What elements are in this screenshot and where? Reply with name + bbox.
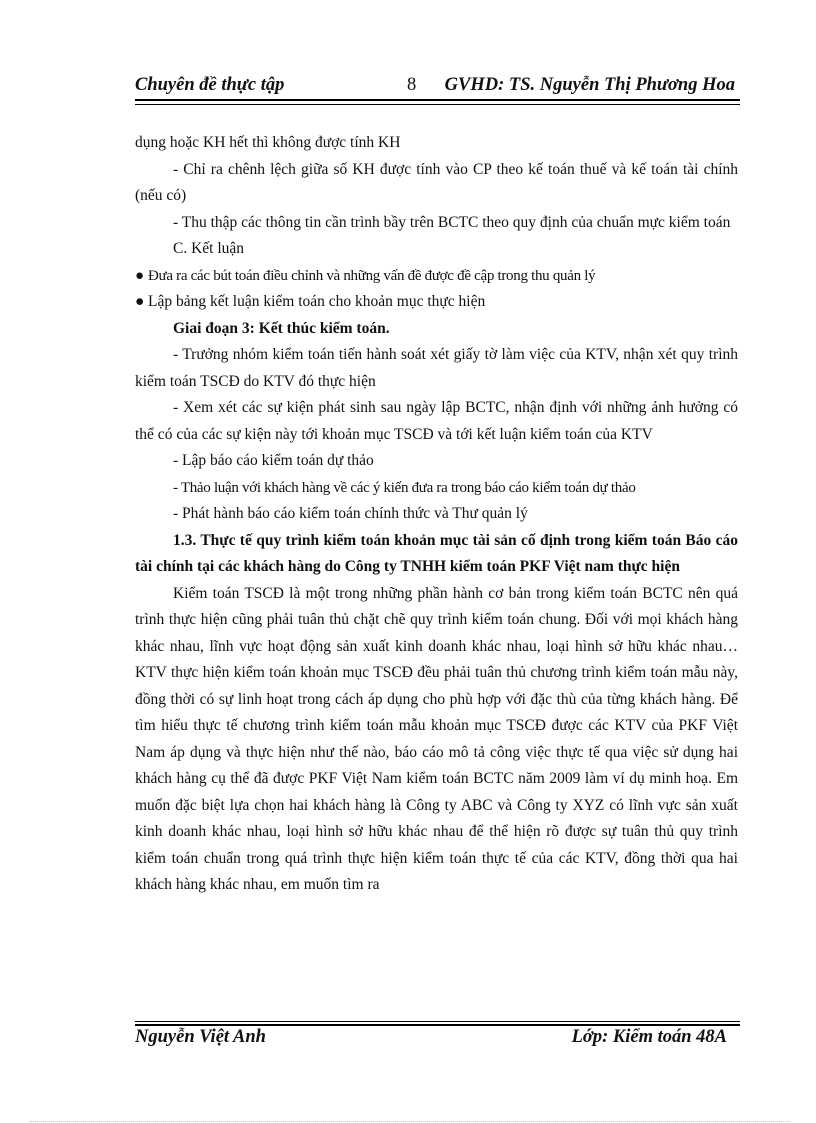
footer-class: Lớp: Kiểm toán 48A — [571, 1027, 727, 1047]
paragraph: - Xem xét các sự kiện phát sinh sau ngày lập BCTC, nhận định với những ảnh hưởng có thể có của các sự kiện này tới khoản mục TSCĐ và tới kết luận kiểm toán của KTV — [135, 399, 738, 443]
bullet-text: Lập bảng kết luận kiểm toán cho khoản mục thực hiện — [148, 293, 486, 310]
paragraph: - Thảo luận với khách hàng về các ý kiến đưa ra trong báo cáo kiểm toán dự thảo — [173, 479, 636, 496]
header-supervisor: GVHD: TS. Nguyễn Thị Phương Hoa — [444, 75, 735, 95]
paragraph: - Phát hành báo cáo kiểm toán chính thức và Thư quản lý — [173, 505, 528, 522]
header-title: Chuyên đề thực tập — [135, 75, 285, 95]
footer-rule-thin — [135, 1021, 740, 1022]
bullet-item — [135, 263, 738, 290]
bullet-text: Đưa ra các bút toán điều chỉnh và những vấn đề được đề cập trong thu quản lý — [148, 267, 596, 284]
document-body — [135, 130, 738, 899]
section-label: C. Kết luận — [173, 240, 245, 257]
header-rule-thick — [135, 99, 740, 101]
bullet-icon: ● — [135, 267, 144, 284]
paragraph: - Trưởng nhóm kiểm toán tiến hành soát xét giấy tờ làm việc của KTV, nhận xét quy trình kiểm toán TSCĐ do KTV đó thực hiện — [135, 346, 738, 390]
page-number: 8 — [407, 75, 417, 95]
header-rule-thin — [135, 104, 740, 105]
footer-rule-thick — [135, 1024, 740, 1026]
bullet-item — [135, 289, 738, 316]
section-heading: 1.3. Thực tế quy trình kiểm toán khoản mục tài sản cố định trong kiểm toán Báo cáo tài chính tại các khách hàng do Công ty TNHH kiểm toán PKF Việt nam thực hiện — [135, 531, 738, 575]
paragraph: - Thu thập các thông tin cần trình bầy trên BCTC theo quy định của chuẩn mực kiểm toán — [173, 213, 731, 231]
paragraph: Kiểm toán TSCĐ là một trong những phần hành cơ bản trong kiểm toán BCTC nên quá trình thực hiện cũng phải tuân thủ chặt chẽ quy trình kiểm toán chung. Đối với mọi khách hàng khác nhau, lĩnh vực hoạt động sản xuất kinh doanh khác nhau, loại hình sở hữu khác nhau… KTV thực hiện kiểm toán khoản mục TSCĐ đều phải tuân thủ chương trình kiểm toán mẫu này, đồng thời có sự linh hoạt trong cách áp dụng cho phù hợp với đặc thù của từng khách hàng. Để tìm hiểu thực tế chương trình kiểm toán mẫu khoản mục TSCĐ được các KTV của PKF Việt Nam áp dụng và thực hiện như thế nào, báo cáo mô tả công việc thực tế qua việc sử dụng hai khách hàng cụ thể đã được PKF Việt Nam kiểm toán BCTC năm 2009 làm ví dụ minh hoạ. Em muốn đặc biệt lựa chọn hai khách hàng là Công ty ABC và Công ty XYZ có lĩnh vực sản xuất kinh doanh khác nhau, loại hình sở hữu khác nhau để thể hiện rõ được sự tuân thủ quy trình kiểm toán chuẩn trong quá trình thực hiện kiểm toán thực tế của các KTV, đồng thời qua hai khách hàng khác nhau, em muốn tìm ra — [135, 584, 738, 893]
paragraph: - Chỉ ra chênh lệch giữa số KH được tính vào CP theo kế toán thuế và kế toán tài chính (nếu có) — [135, 160, 738, 204]
page-header — [135, 75, 735, 99]
paragraph: - Lập báo cáo kiểm toán dự thảo — [173, 452, 374, 469]
page-edge — [30, 1121, 790, 1122]
paragraph: dụng hoặc KH hết thì không được tính KH — [135, 134, 401, 151]
footer-author: Nguyễn Việt Anh — [135, 1027, 266, 1047]
stage-heading: Giai đoạn 3: Kết thúc kiểm toán. — [173, 319, 390, 337]
bullet-icon: ● — [135, 293, 145, 310]
page-footer — [135, 1027, 735, 1051]
